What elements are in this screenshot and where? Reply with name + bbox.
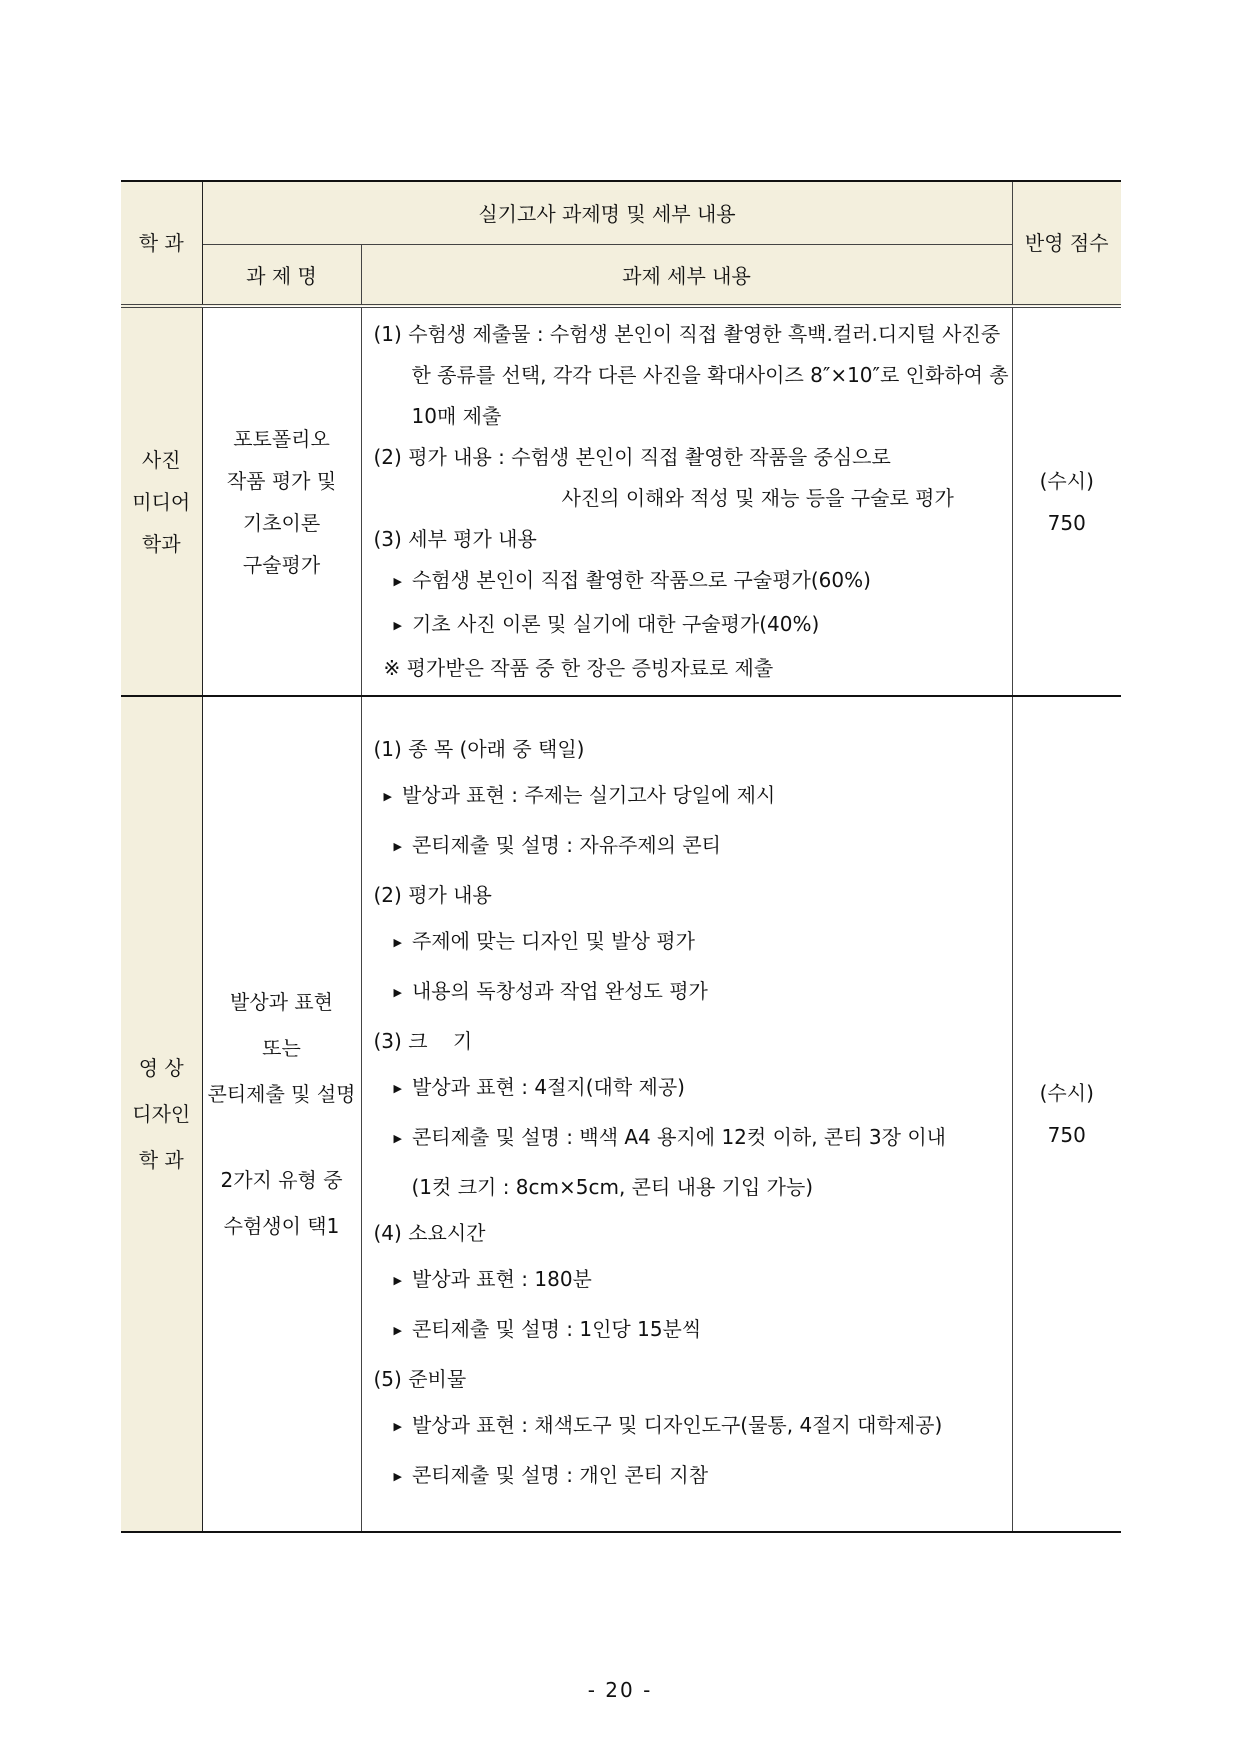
score-cell-design: (수시) 750 bbox=[1012, 696, 1121, 1532]
detail-line: 콘티제출 및 설명 : 1인당 15분씩 bbox=[411, 1317, 702, 1341]
detail-line: 발상과 표현 : 4절지(대학 제공) bbox=[411, 1075, 685, 1099]
detail-line: 발상과 표현 : 주제는 실기고사 당일에 제시 bbox=[401, 783, 776, 807]
triangle-bullet-icon: ▶ bbox=[393, 1082, 402, 1095]
detail-line: 10매 제출 bbox=[411, 404, 502, 428]
triangle-bullet-icon: ▶ bbox=[393, 840, 402, 853]
detail-line: 수험생 본인이 직접 촬영한 작품으로 구술평가(60%) bbox=[411, 568, 871, 592]
header-dept: 학 과 bbox=[121, 181, 202, 306]
triangle-bullet-icon: ▶ bbox=[393, 986, 402, 999]
header-group-title: 실기고사 과제명 및 세부 내용 bbox=[202, 181, 1012, 244]
detail-cell-design bbox=[361, 696, 1012, 1532]
detail-line: 한 종류를 선택, 각각 다른 사진을 확대사이즈 8″×10″로 인화하여 총 bbox=[411, 363, 1009, 387]
dept-cell-design: 영 상 디자인 학 과 bbox=[121, 696, 202, 1532]
detail-line: (2) 평가 내용 bbox=[373, 883, 492, 907]
header-task-name: 과 제 명 bbox=[202, 244, 361, 306]
detail-line: ※ 평가받은 작품 중 한 장은 증빙자료로 제출 bbox=[383, 656, 774, 680]
detail-line: 발상과 표현 : 180분 bbox=[411, 1267, 592, 1291]
detail-line: (1) 종 목 (아래 중 택일) bbox=[373, 737, 585, 761]
header-task-detail: 과제 세부 내용 bbox=[361, 244, 1012, 306]
detail-line: (1컷 크기 : 8cm×5cm, 콘티 내용 기입 가능) bbox=[411, 1175, 814, 1199]
detail-cell-photo bbox=[361, 306, 1012, 696]
detail-line: (4) 소요시간 bbox=[373, 1221, 486, 1245]
detail-line: (1) 수험생 제출물 : 수험생 본인이 직접 촬영한 흑백.컬러.디지털 사진중 bbox=[373, 322, 1001, 346]
detail-line: 내용의 독창성과 작업 완성도 평가 bbox=[411, 979, 708, 1003]
exam-table bbox=[121, 180, 1121, 1533]
task-cell-photo: 포토폴리오 작품 평가 및 기초이론 구술평가 bbox=[202, 306, 361, 696]
detail-line: (3) 세부 평가 내용 bbox=[373, 527, 537, 551]
detail-line: 콘티제출 및 설명 : 개인 콘티 지참 bbox=[411, 1463, 709, 1487]
triangle-bullet-icon: ▶ bbox=[383, 790, 392, 803]
triangle-bullet-icon: ▶ bbox=[393, 1420, 402, 1433]
triangle-bullet-icon: ▶ bbox=[393, 619, 402, 632]
triangle-bullet-icon: ▶ bbox=[393, 936, 402, 949]
score-cell-photo: (수시) 750 bbox=[1012, 306, 1121, 696]
dept-cell-photo: 사진 미디어 학과 bbox=[121, 306, 202, 696]
detail-line: (5) 준비물 bbox=[373, 1367, 467, 1391]
triangle-bullet-icon: ▶ bbox=[393, 1132, 402, 1145]
detail-line: 콘티제출 및 설명 : 백색 A4 용지에 12컷 이하, 콘티 3장 이내 bbox=[411, 1125, 946, 1149]
triangle-bullet-icon: ▶ bbox=[393, 1324, 402, 1337]
triangle-bullet-icon: ▶ bbox=[393, 1470, 402, 1483]
detail-line: 사진의 이해와 적성 및 재능 등을 구술로 평가 bbox=[561, 486, 954, 510]
detail-line: 기초 사진 이론 및 실기에 대한 구술평가(40%) bbox=[411, 612, 820, 636]
detail-line: (2) 평가 내용 : 수험생 본인이 직접 촬영한 작품을 중심으로 bbox=[373, 445, 891, 469]
triangle-bullet-icon: ▶ bbox=[393, 1274, 402, 1287]
header-score: 반영 점수 bbox=[1012, 181, 1121, 306]
detail-line: 콘티제출 및 설명 : 자유주제의 콘티 bbox=[411, 833, 721, 857]
page-number: - 20 - bbox=[587, 1678, 653, 1702]
triangle-bullet-icon: ▶ bbox=[393, 575, 402, 588]
detail-line: (3) 크 기 bbox=[373, 1029, 473, 1053]
detail-line: 발상과 표현 : 채색도구 및 디자인도구(물통, 4절지 대학제공) bbox=[411, 1413, 943, 1437]
detail-line: 주제에 맞는 디자인 및 발상 평가 bbox=[411, 929, 695, 953]
task-cell-design: 발상과 표현 또는 콘티제출 및 설명 2가지 유형 중 수험생이 택1 bbox=[202, 696, 361, 1532]
